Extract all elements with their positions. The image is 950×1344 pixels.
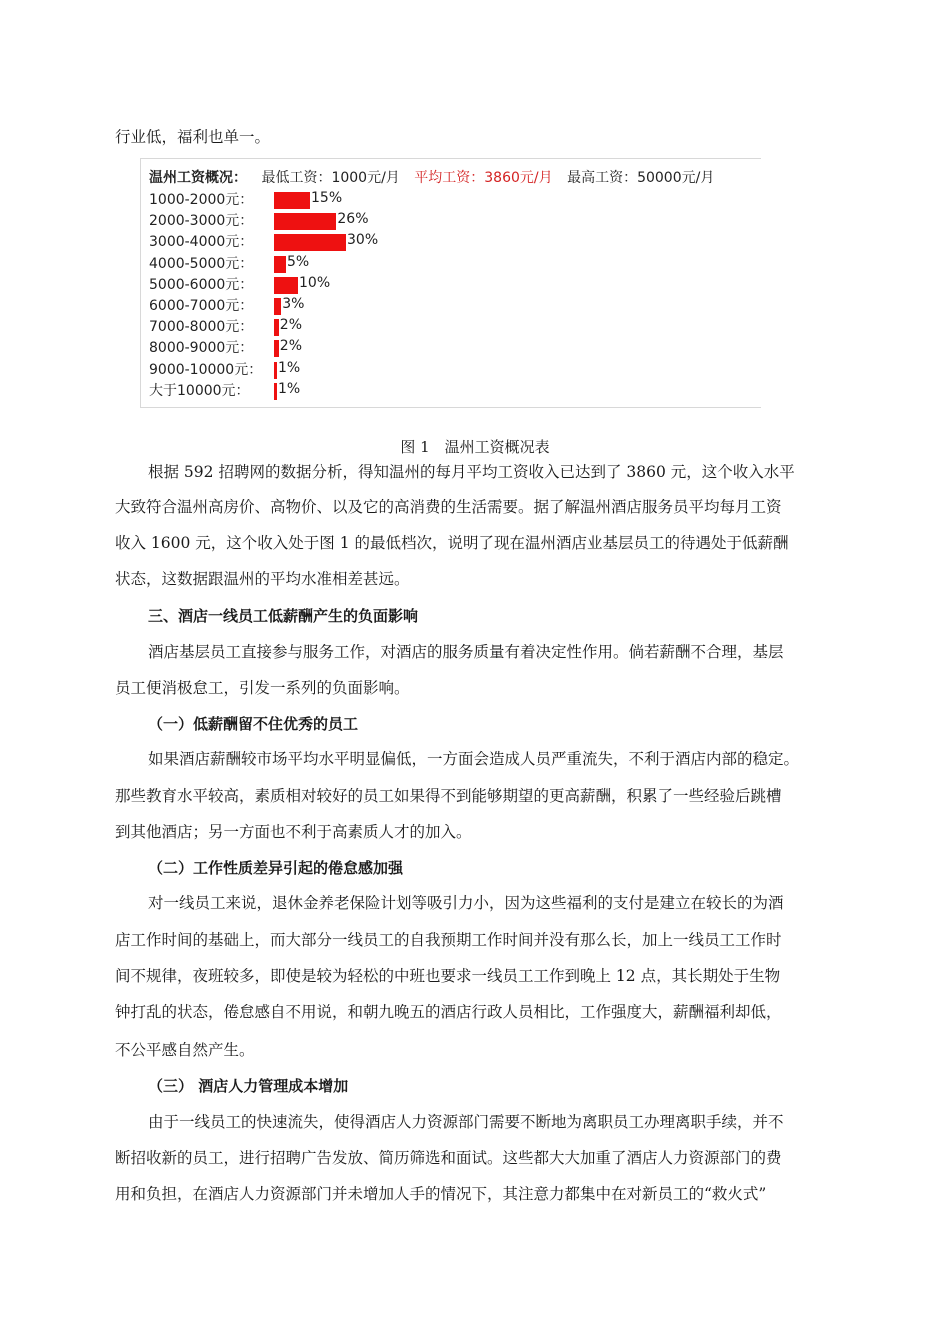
paragraph-line: 对一线员工来说，退休金养老保险计划等吸引力小，因为这些福利的支付是建立在较长的为酒 [148, 894, 784, 912]
min-salary: 最低工资：1000元/月 [261, 170, 400, 186]
category-label: 4000-5000元： [149, 255, 254, 272]
bar-value-label: 1% [278, 359, 301, 376]
paragraph-line: 店工作时间的基础上，而大部分一线员工的自我预期工作时间并没有那么长，加上一线员工工作时 [115, 931, 782, 949]
paragraph-line: 状态，这数据跟温州的平均水准相差甚远。 [115, 570, 410, 588]
chart-title: 温州工资概况： [149, 170, 247, 186]
chart-row [149, 274, 749, 294]
paragraph-line: 钟打乱的状态，倦怠感自不用说，和朝九晚五的酒店行政人员相比，工作强度大，薪酬福利却低， [115, 1003, 782, 1021]
paragraph-line: 断招收新的员工，进行招聘广告发放、简历筛选和面试。这些都大大加重了酒店人力资源部门的费 [115, 1149, 782, 1167]
chart-bar [274, 340, 279, 357]
chart-row [149, 380, 749, 400]
subsection-heading: （一）低薪酬留不住优秀的员工 [148, 715, 359, 733]
chart-bar [274, 234, 346, 251]
paragraph-line: 用和负担，在酒店人力资源部门并未增加人手的情况下，其注意力都集中在对新员工的“救火式” [115, 1185, 767, 1203]
chart-bar [274, 362, 277, 379]
bar-value-label: 3% [282, 296, 305, 312]
chart-row [149, 210, 749, 230]
paragraph-line: 不公平感自然产生。 [115, 1041, 255, 1059]
bar-value-label: 30% [347, 232, 379, 249]
bar-value-label: 26% [337, 211, 369, 228]
paragraph-line: 员工便消极怠工，引发一系列的负面影响。 [115, 679, 410, 697]
category-label: 9000-10000元： [149, 361, 263, 378]
bar-value-label: 2% [279, 338, 303, 355]
chart-bar [274, 383, 277, 400]
bar-value-label: 5% [287, 253, 310, 270]
paragraph-line: 到其他酒店；另一方面也不利于高素质人才的加入。 [115, 823, 472, 841]
chart-bar [274, 213, 336, 230]
category-label: 3000-4000元： [149, 234, 254, 251]
category-label: 5000-6000元： [149, 276, 254, 293]
category-label: 7000-8000元： [149, 319, 254, 336]
bar-value-label: 2% [279, 317, 303, 334]
chart-bar [274, 256, 286, 273]
bar-value-label: 15% [311, 190, 343, 206]
category-label: 1000-2000元： [149, 192, 254, 208]
salary-chart [140, 158, 761, 408]
bar-value-label: 1% [278, 380, 301, 397]
chart-row [149, 337, 749, 357]
paragraph-line: 由于一线员工的快速流失，使得酒店人力资源部门需要不断地为离职员工办理离职手续，并不 [148, 1113, 784, 1131]
chart-row [149, 316, 749, 336]
subsection-heading: （二）工作性质差异引起的倦怠感加强 [148, 859, 404, 877]
chart-bar [274, 192, 310, 209]
avg-salary: 平均工资：3860元/月 [414, 170, 553, 186]
subsection-heading: （三） 酒店人力管理成本增加 [148, 1077, 349, 1095]
chart-row [149, 253, 749, 273]
chart-row [149, 189, 749, 209]
paragraph-line: 如果酒店薪酬较市场平均水平明显偏低，一方面会造成人员严重流失，不利于酒店内部的稳定。 [148, 750, 800, 768]
category-label: 2000-3000元： [149, 213, 254, 230]
max-salary: 最高工资：50000元/月 [567, 170, 715, 186]
section-heading: 三、酒店一线员工低薪酬产生的负面影响 [148, 607, 419, 625]
category-label: 大于10000元： [149, 382, 250, 399]
paragraph-line: 收入 1600 元，这个收入处于图 1 的最低档次，说明了现在温州酒店业基层员工的待遇处于低薪酬 [115, 534, 789, 552]
paragraph-line: 那些教育水平较高，素质相对较好的员工如果得不到能够期望的更高薪酬，积累了一些经验后跳槽 [115, 787, 782, 805]
category-label: 8000-9000元： [149, 340, 254, 357]
paragraph-line: 大致符合温州高房价、高物价、以及它的高消费的生活需要。据了解温州酒店服务员平均每月工资 [115, 498, 782, 516]
chart-header [149, 167, 714, 187]
chart-bar [274, 319, 279, 336]
chart-bar [274, 277, 298, 294]
paragraph-line: 间不规律，夜班较多，即使是较为轻松的中班也要求一线员工工作到晚上 12 点，其长期处于生物 [115, 967, 781, 985]
paragraph-line: 酒店基层员工直接参与服务工作，对酒店的服务质量有着决定性作用。倘若薪酬不合理，基层 [148, 643, 784, 661]
paragraph-line: 行业低，福利也单一。 [115, 128, 271, 146]
bar-value-label: 10% [299, 274, 331, 291]
category-label: 6000-7000元： [149, 298, 254, 314]
chart-row [149, 359, 749, 379]
chart-bar [274, 298, 281, 315]
paragraph-line: 根据 592 招聘网的数据分析，得知温州的每月平均工资收入已达到了 3860 元，这个收入水平 [148, 463, 795, 481]
chart-row [149, 231, 749, 251]
chart-row [149, 295, 749, 315]
figure-caption: 图 1 温州工资概况表 [400, 438, 550, 456]
